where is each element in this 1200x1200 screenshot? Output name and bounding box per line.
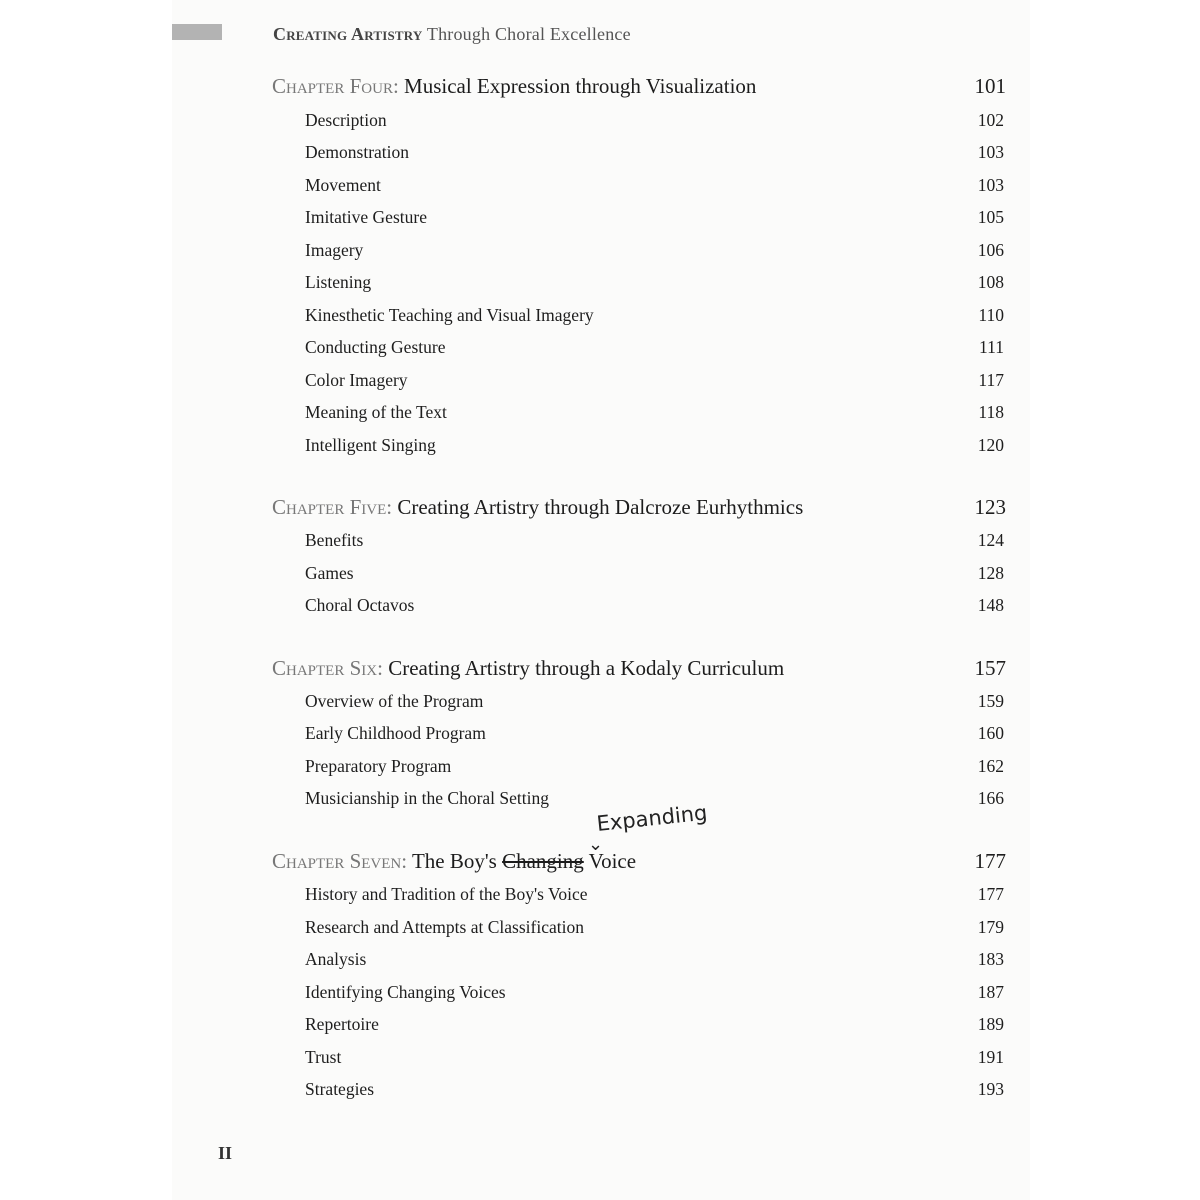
entry-page: 160: [977, 723, 1004, 743]
entry-title: Identifying Changing Voices: [305, 982, 506, 1002]
entry-title: Benefits: [305, 530, 364, 550]
toc-entry: [305, 723, 1004, 749]
running-head-small-caps: Creating Artistry: [273, 24, 423, 44]
struck-word: Changing: [502, 849, 584, 873]
entry-page: 105: [977, 207, 1004, 227]
toc-entry: [305, 175, 1004, 201]
entry-page: 118: [978, 402, 1004, 422]
entry-title: Games: [305, 563, 354, 583]
chapter-label: Chapter Five:: [272, 495, 393, 519]
entry-page: 162: [977, 756, 1004, 776]
entry-page: 110: [978, 305, 1004, 325]
toc-entry: [305, 305, 1004, 331]
gray-tab-decoration: [172, 24, 222, 40]
entry-page: 177: [977, 884, 1004, 904]
toc-entry: [305, 756, 1004, 782]
running-head: [273, 24, 631, 45]
entry-title: Strategies: [305, 1079, 375, 1099]
running-head-rest: Through Choral Excellence: [422, 24, 631, 44]
chapter-title: Musical Expression through Visualization: [398, 74, 757, 98]
entry-title: Choral Octavos: [305, 595, 415, 615]
entry-title: Repertoire: [305, 1014, 379, 1034]
entry-page: 117: [978, 370, 1004, 390]
chapter-label: Chapter Six:: [272, 656, 383, 680]
chapter-page: 123: [974, 495, 1006, 519]
page-number: II: [218, 1143, 233, 1163]
toc-entry: [305, 1079, 1004, 1105]
entry-page: 183: [977, 949, 1004, 969]
toc-entry: [305, 402, 1004, 428]
insertion-caret-icon: ⌄: [588, 834, 604, 855]
entry-title: History and Tradition of the Boy's Voice: [305, 884, 588, 904]
entry-page: 179: [977, 917, 1004, 937]
toc-entry: [305, 917, 1004, 943]
entry-title: Intelligent Singing: [305, 435, 436, 455]
chapter-page: 157: [974, 656, 1006, 680]
entry-page: 189: [977, 1014, 1004, 1034]
chapter-page: 177: [974, 849, 1006, 873]
toc-entry: [305, 1014, 1004, 1040]
entry-page: 148: [977, 595, 1004, 615]
entry-title: Listening: [305, 272, 372, 292]
entry-title: Preparatory Program: [305, 756, 452, 776]
entry-title: Research and Attempts at Classification: [305, 917, 584, 937]
entry-title: Musicianship in the Choral Setting: [305, 788, 550, 808]
toc-entry: [305, 595, 1004, 621]
toc-entry: [305, 207, 1004, 233]
entry-page: 193: [977, 1079, 1004, 1099]
toc-entry: [305, 370, 1004, 396]
chapter-heading: [272, 74, 1006, 104]
entry-page: 103: [977, 142, 1004, 162]
entry-page: 102: [977, 110, 1004, 130]
toc-entry: [305, 240, 1004, 266]
entry-page: 159: [977, 691, 1004, 711]
entry-title: Kinesthetic Teaching and Visual Imagery: [305, 305, 594, 325]
entry-title: Movement: [305, 175, 381, 195]
entry-title: Color Imagery: [305, 370, 408, 390]
chapter-page: 101: [974, 74, 1006, 98]
toc-entry: [305, 530, 1004, 556]
toc-entry: [305, 691, 1004, 717]
entry-page: 166: [977, 788, 1004, 808]
entry-title: Early Childhood Program: [305, 723, 486, 743]
toc-entry: [305, 982, 1004, 1008]
toc-entry: [305, 272, 1004, 298]
toc-entry: [305, 435, 1004, 461]
entry-title: Overview of the Program: [305, 691, 484, 711]
toc-entry: [305, 949, 1004, 975]
chapter-heading: [272, 849, 1006, 879]
toc-entry: [305, 1047, 1004, 1073]
chapter-title-before: The Boy's: [407, 849, 503, 873]
chapter-title: Creating Artistry through a Kodaly Curriculum: [382, 656, 785, 680]
chapter-label: Chapter Four:: [272, 74, 399, 98]
chapter-heading: [272, 656, 1006, 686]
entry-title: Description: [305, 110, 387, 130]
chapter-label: Chapter Seven:: [272, 849, 408, 873]
entry-page: 103: [977, 175, 1004, 195]
entry-title: Analysis: [305, 949, 367, 969]
entry-page: 124: [977, 530, 1004, 550]
entry-page: 106: [977, 240, 1004, 260]
entry-page: 111: [979, 337, 1004, 357]
entry-title: Conducting Gesture: [305, 337, 446, 357]
toc-entry: [305, 110, 1004, 136]
entry-title: Imagery: [305, 240, 364, 260]
entry-title: Meaning of the Text: [305, 402, 447, 422]
entry-page: 128: [977, 563, 1004, 583]
chapter-title: Creating Artistry through Dalcroze Eurhythmics: [392, 495, 804, 519]
toc-entry: [305, 884, 1004, 910]
chapter-title-after: Voice: [583, 849, 637, 873]
entry-title: Trust: [305, 1047, 342, 1067]
toc-entry: [305, 563, 1004, 589]
entry-page: 120: [977, 435, 1004, 455]
chapter-heading: [272, 495, 1006, 525]
entry-page: 191: [977, 1047, 1004, 1067]
entry-page: 187: [977, 982, 1004, 1002]
entry-title: Demonstration: [305, 142, 410, 162]
toc-entry: [305, 337, 1004, 363]
handwritten-insertion: Expanding: [595, 800, 709, 836]
toc-entry: [305, 142, 1004, 168]
entry-page: 108: [977, 272, 1004, 292]
entry-title: Imitative Gesture: [305, 207, 427, 227]
